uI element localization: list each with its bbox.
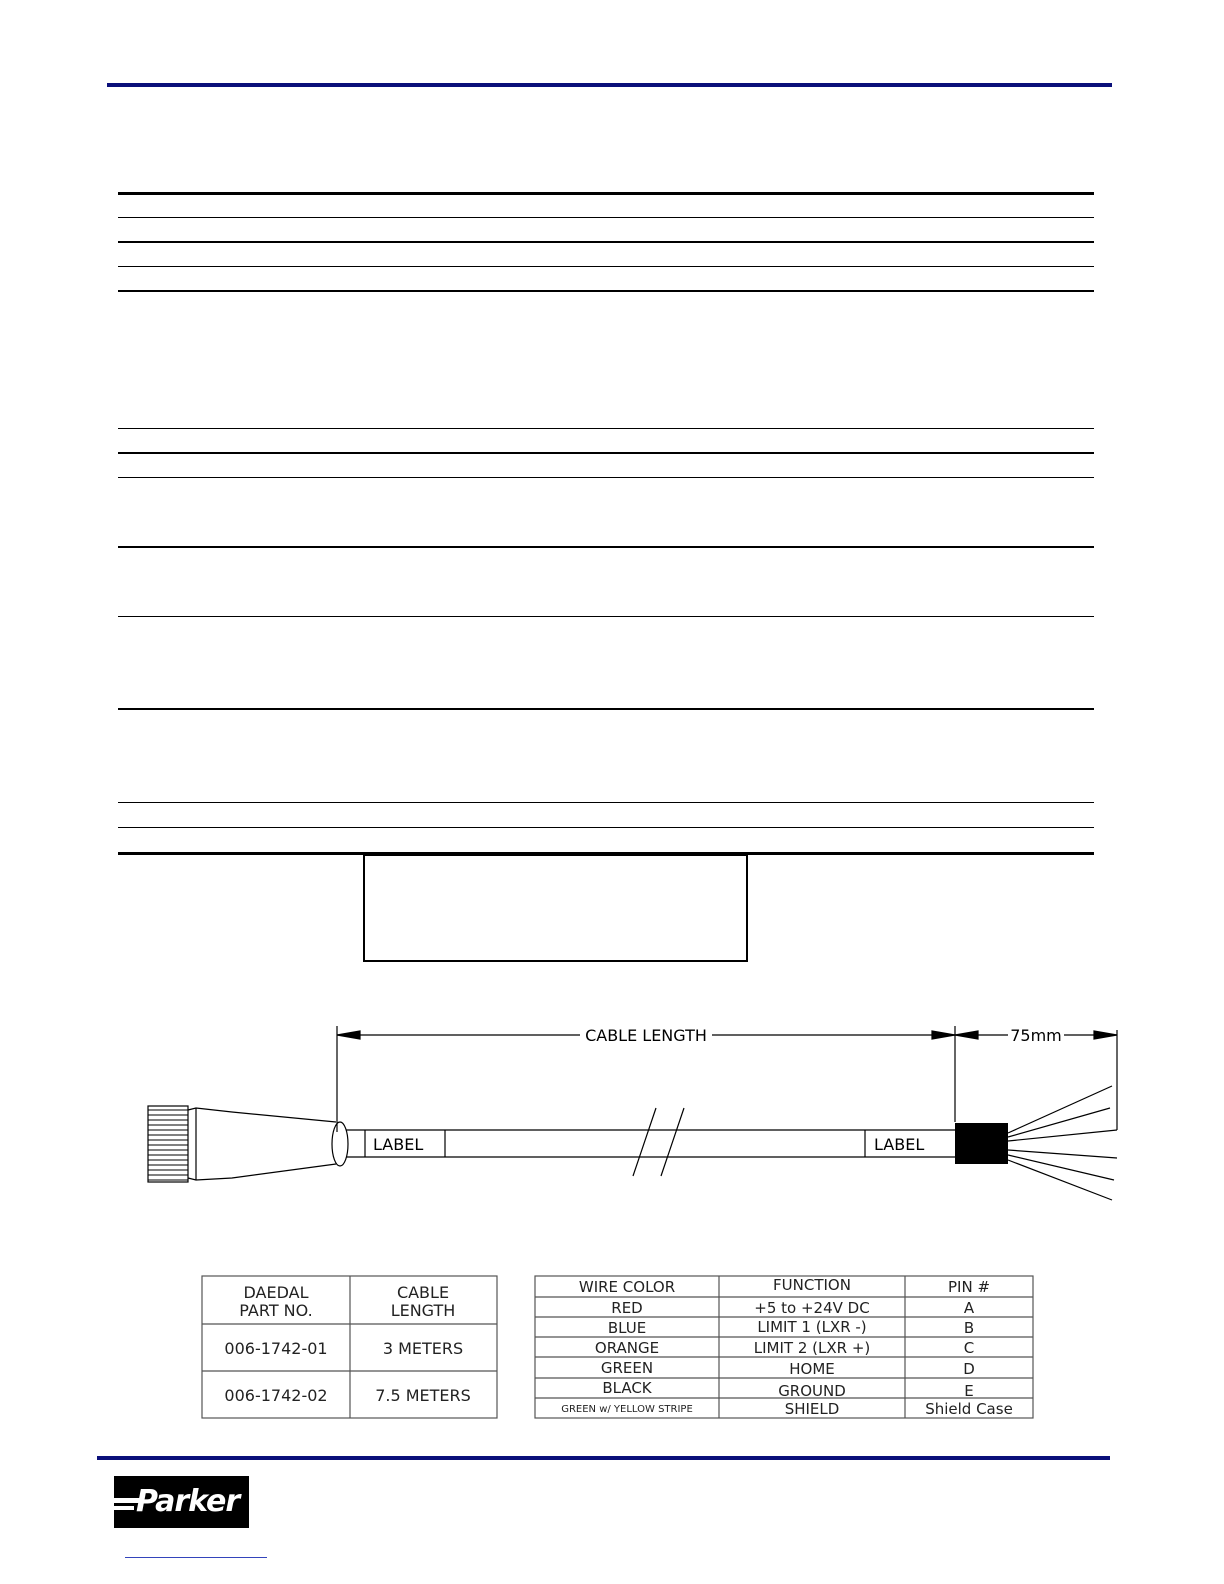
table-cell: BLUE bbox=[607, 1319, 647, 1337]
table-cell: GROUND bbox=[778, 1382, 846, 1400]
table-cell: HOME bbox=[789, 1360, 835, 1378]
lead-length-label: 75mm bbox=[1010, 1026, 1062, 1045]
cable-length-label: CABLE LENGTH bbox=[585, 1026, 707, 1045]
table-cell: 006-1742-01 bbox=[224, 1339, 328, 1358]
part-header-2-line-1: CABLE bbox=[396, 1283, 450, 1302]
table-cell: 006-1742-02 bbox=[224, 1386, 328, 1405]
table-cell: C bbox=[963, 1339, 975, 1357]
part-header-1-line-1: DAEDAL bbox=[243, 1283, 309, 1302]
table-cell: 3 METERS bbox=[382, 1339, 464, 1358]
table-cell: +5 to +24V DC bbox=[754, 1299, 870, 1317]
table-cell: RED bbox=[611, 1299, 643, 1317]
table-cell: D bbox=[963, 1360, 975, 1378]
parker-logo-icon bbox=[114, 1476, 249, 1528]
table-cell: BLACK bbox=[602, 1379, 652, 1397]
label-right: LABEL bbox=[874, 1135, 925, 1154]
table-cell: GREEN bbox=[600, 1359, 654, 1377]
footer-link-underline[interactable] bbox=[125, 1557, 267, 1558]
table-cell: LIMIT 1 (LXR -) bbox=[757, 1318, 867, 1336]
logo-stripe bbox=[114, 1506, 134, 1510]
part-header-2-line-2: LENGTH bbox=[390, 1301, 456, 1320]
table-cell: E bbox=[964, 1382, 974, 1400]
table-cell: LIMIT 2 (LXR +) bbox=[753, 1339, 871, 1357]
label-left: LABEL bbox=[373, 1135, 424, 1154]
wire-header-pin: PIN # bbox=[947, 1278, 991, 1296]
logo-text: Parker bbox=[136, 1484, 240, 1519]
table-cell: Shield Case bbox=[925, 1400, 1013, 1418]
table-cell: GREEN w/ YELLOW STRIPE bbox=[561, 1404, 693, 1415]
wire-header-color: WIRE COLOR bbox=[578, 1278, 676, 1296]
table-cell: B bbox=[963, 1319, 975, 1337]
table-cell: A bbox=[963, 1299, 975, 1317]
table-cell: 7.5 METERS bbox=[375, 1386, 471, 1405]
wire-header-function: FUNCTION bbox=[773, 1276, 851, 1294]
table-cell: SHIELD bbox=[784, 1400, 840, 1418]
part-header-1-line-2: PART NO. bbox=[239, 1301, 313, 1320]
table-cell: ORANGE bbox=[594, 1339, 660, 1357]
